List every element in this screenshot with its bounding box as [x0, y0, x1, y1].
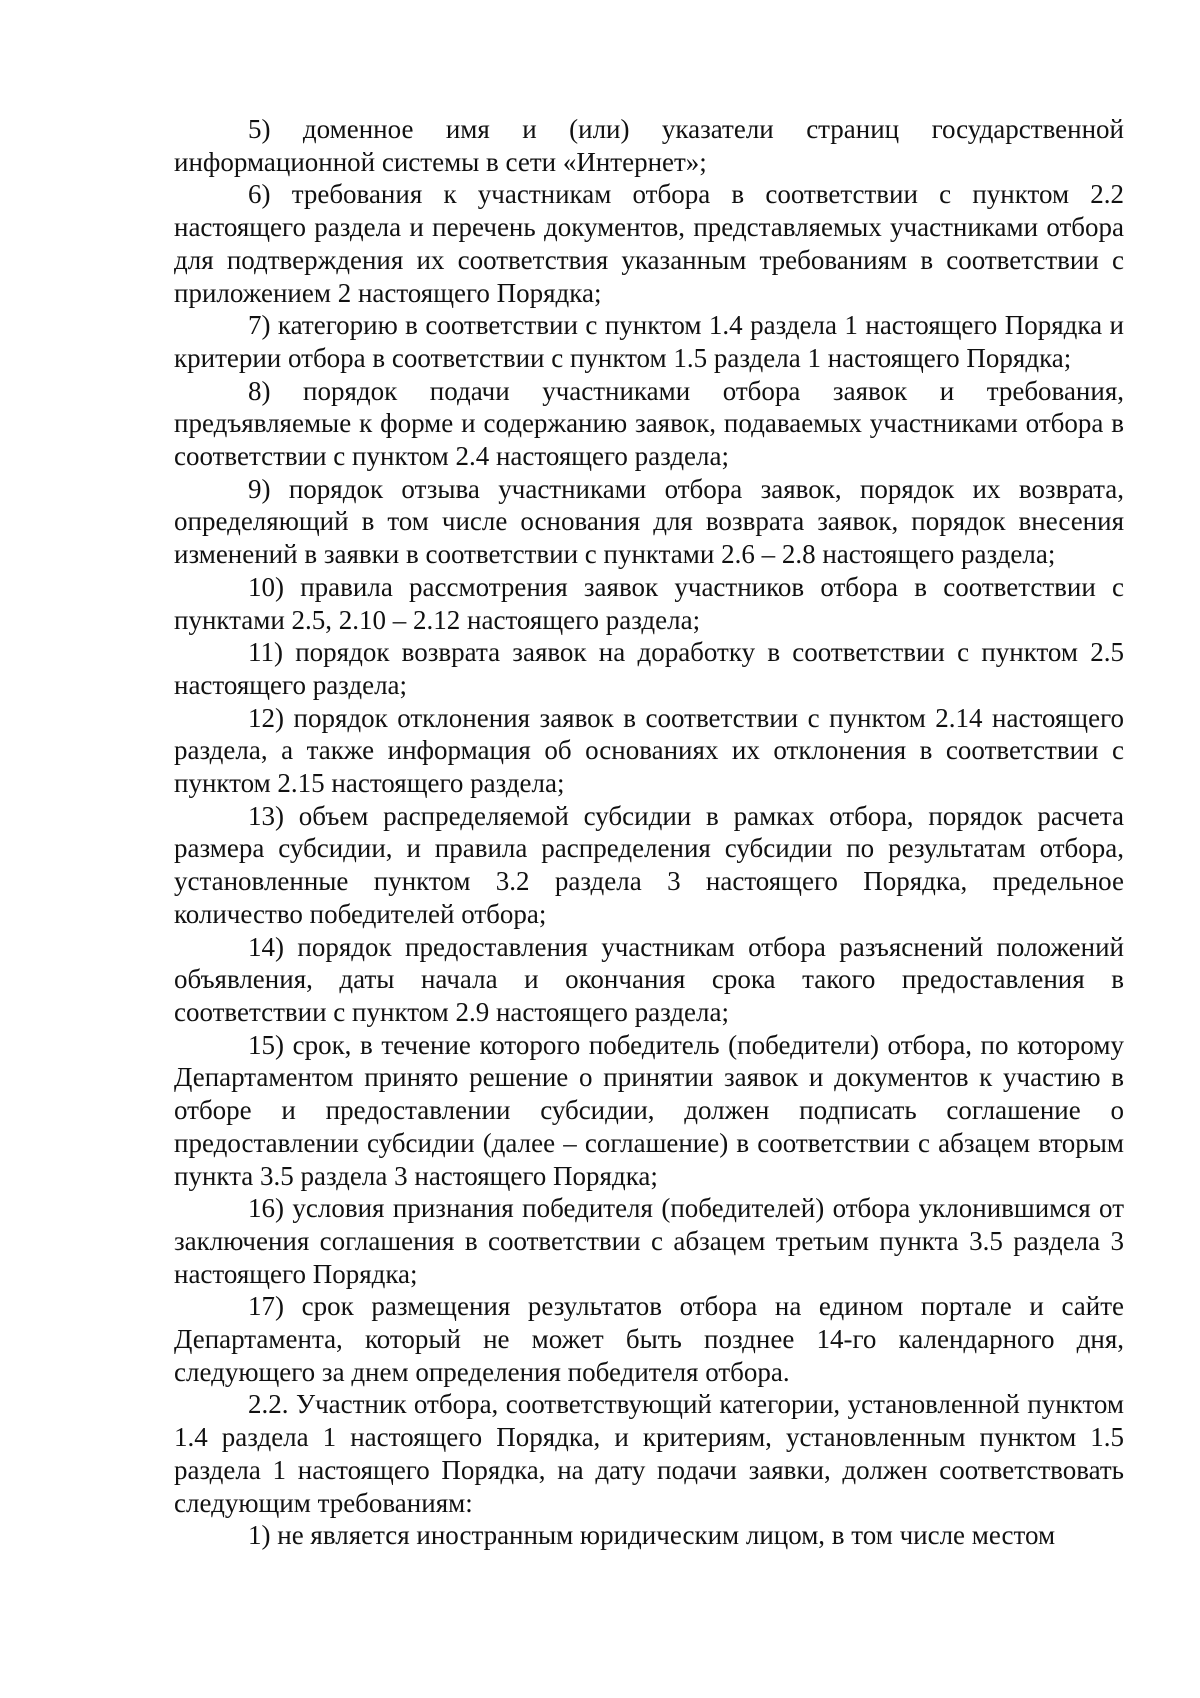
list-item-5: 5) доменное имя и (или) указатели страниц государственной информационной системы в сети «Интернет»; [174, 114, 1124, 177]
document-body [174, 113, 1124, 1552]
list-item-6: 6) требования к участникам отбора в соответствии с пунктом 2.2 настоящего раздела и перечень документов, представляемых участниками отбора для подтверждения их соответствия указанным требованиям в соответствии с приложением 2 настоящего Порядка; [174, 179, 1124, 308]
list-item-16: 16) условия признания победителя (победителей) отбора уклонившимся от заключения соглашения в соответствии с абзацем третьим пункта 3.5 раздела 3 настоящего Порядка; [174, 1193, 1124, 1289]
clause-2-2: 2.2. Участник отбора, соответствующий категории, установленной пунктом 1.4 раздела 1 настоящего Порядка, и критериям, установленным пунктом 1.5 раздела 1 настоящего Порядка, на дату подачи заявки, должен соответствовать следующим требованиям: [174, 1389, 1124, 1518]
list-item-10: 10) правила рассмотрения заявок участников отбора в соответствии с пунктами 2.5, 2.10 – 2.12 настоящего раздела; [174, 571, 1124, 635]
list-item-13: 13) объем распределяемой субсидии в рамках отбора, порядок расчета размера субсидии, и правила распределения субсидии по результатам отбора, установленные пунктом 3.2 раздела 3 настоящего Порядка, предельное количество победителей отбора; [174, 800, 1124, 929]
list-item-12: 12) порядок отклонения заявок в соответствии с пунктом 2.14 настоящего раздела, а также информация об основаниях их отклонения в соответствии с пунктом 2.15 настоящего раздела; [174, 702, 1124, 799]
list-item-7: 7) категорию в соответствии с пунктом 1.4 раздела 1 настоящего Порядка и критерии отбора в соответствии с пунктом 1.5 раздела 1 настоящего Порядка; [174, 310, 1124, 373]
list-item-8: 8) порядок подачи участниками отбора заявок и требования, предъявляемые к форме и содержанию заявок, подаваемых участниками отбора в соответствии с пунктом 2.4 настоящего раздела; [174, 375, 1124, 472]
list-item-17: 17) срок размещения результатов отбора на едином портале и сайте Департамента, который не может быть позднее 14-го календарного дня, следующего за днем определения победителя отбора. [174, 1291, 1124, 1387]
requirement-item-1: 1) не является иностранным юридическим лицом, в том числе местом [248, 1520, 1056, 1551]
list-item-11: 11) порядок возврата заявок на доработку в соответствии с пунктом 2.5 настоящего раздела; [174, 637, 1124, 700]
list-item-9: 9) порядок отзыва участниками отбора заявок, порядок их возврата, определяющий в том числе основания для возврата заявок, порядок внесения изменений в заявки в соответствии с пунктами 2.6 – 2.8 настоящего раздела; [174, 473, 1124, 570]
list-item-15: 15) срок, в течение которого победитель (победители) отбора, по которому Департаментом принято решение о принятии заявок и документов к участию в отборе и предоставлении субсидии, должен подписать соглашение о предоставлении субсидии (далее – соглашение) в соответствии с абзацем вторым пункта 3.5 раздела 3 настоящего Порядка; [174, 1029, 1124, 1191]
list-item-14: 14) порядок предоставления участникам отбора разъяснений положений объявления, даты начала и окончания срока такого предоставления в соответствии с пунктом 2.9 настоящего раздела; [174, 931, 1124, 1027]
